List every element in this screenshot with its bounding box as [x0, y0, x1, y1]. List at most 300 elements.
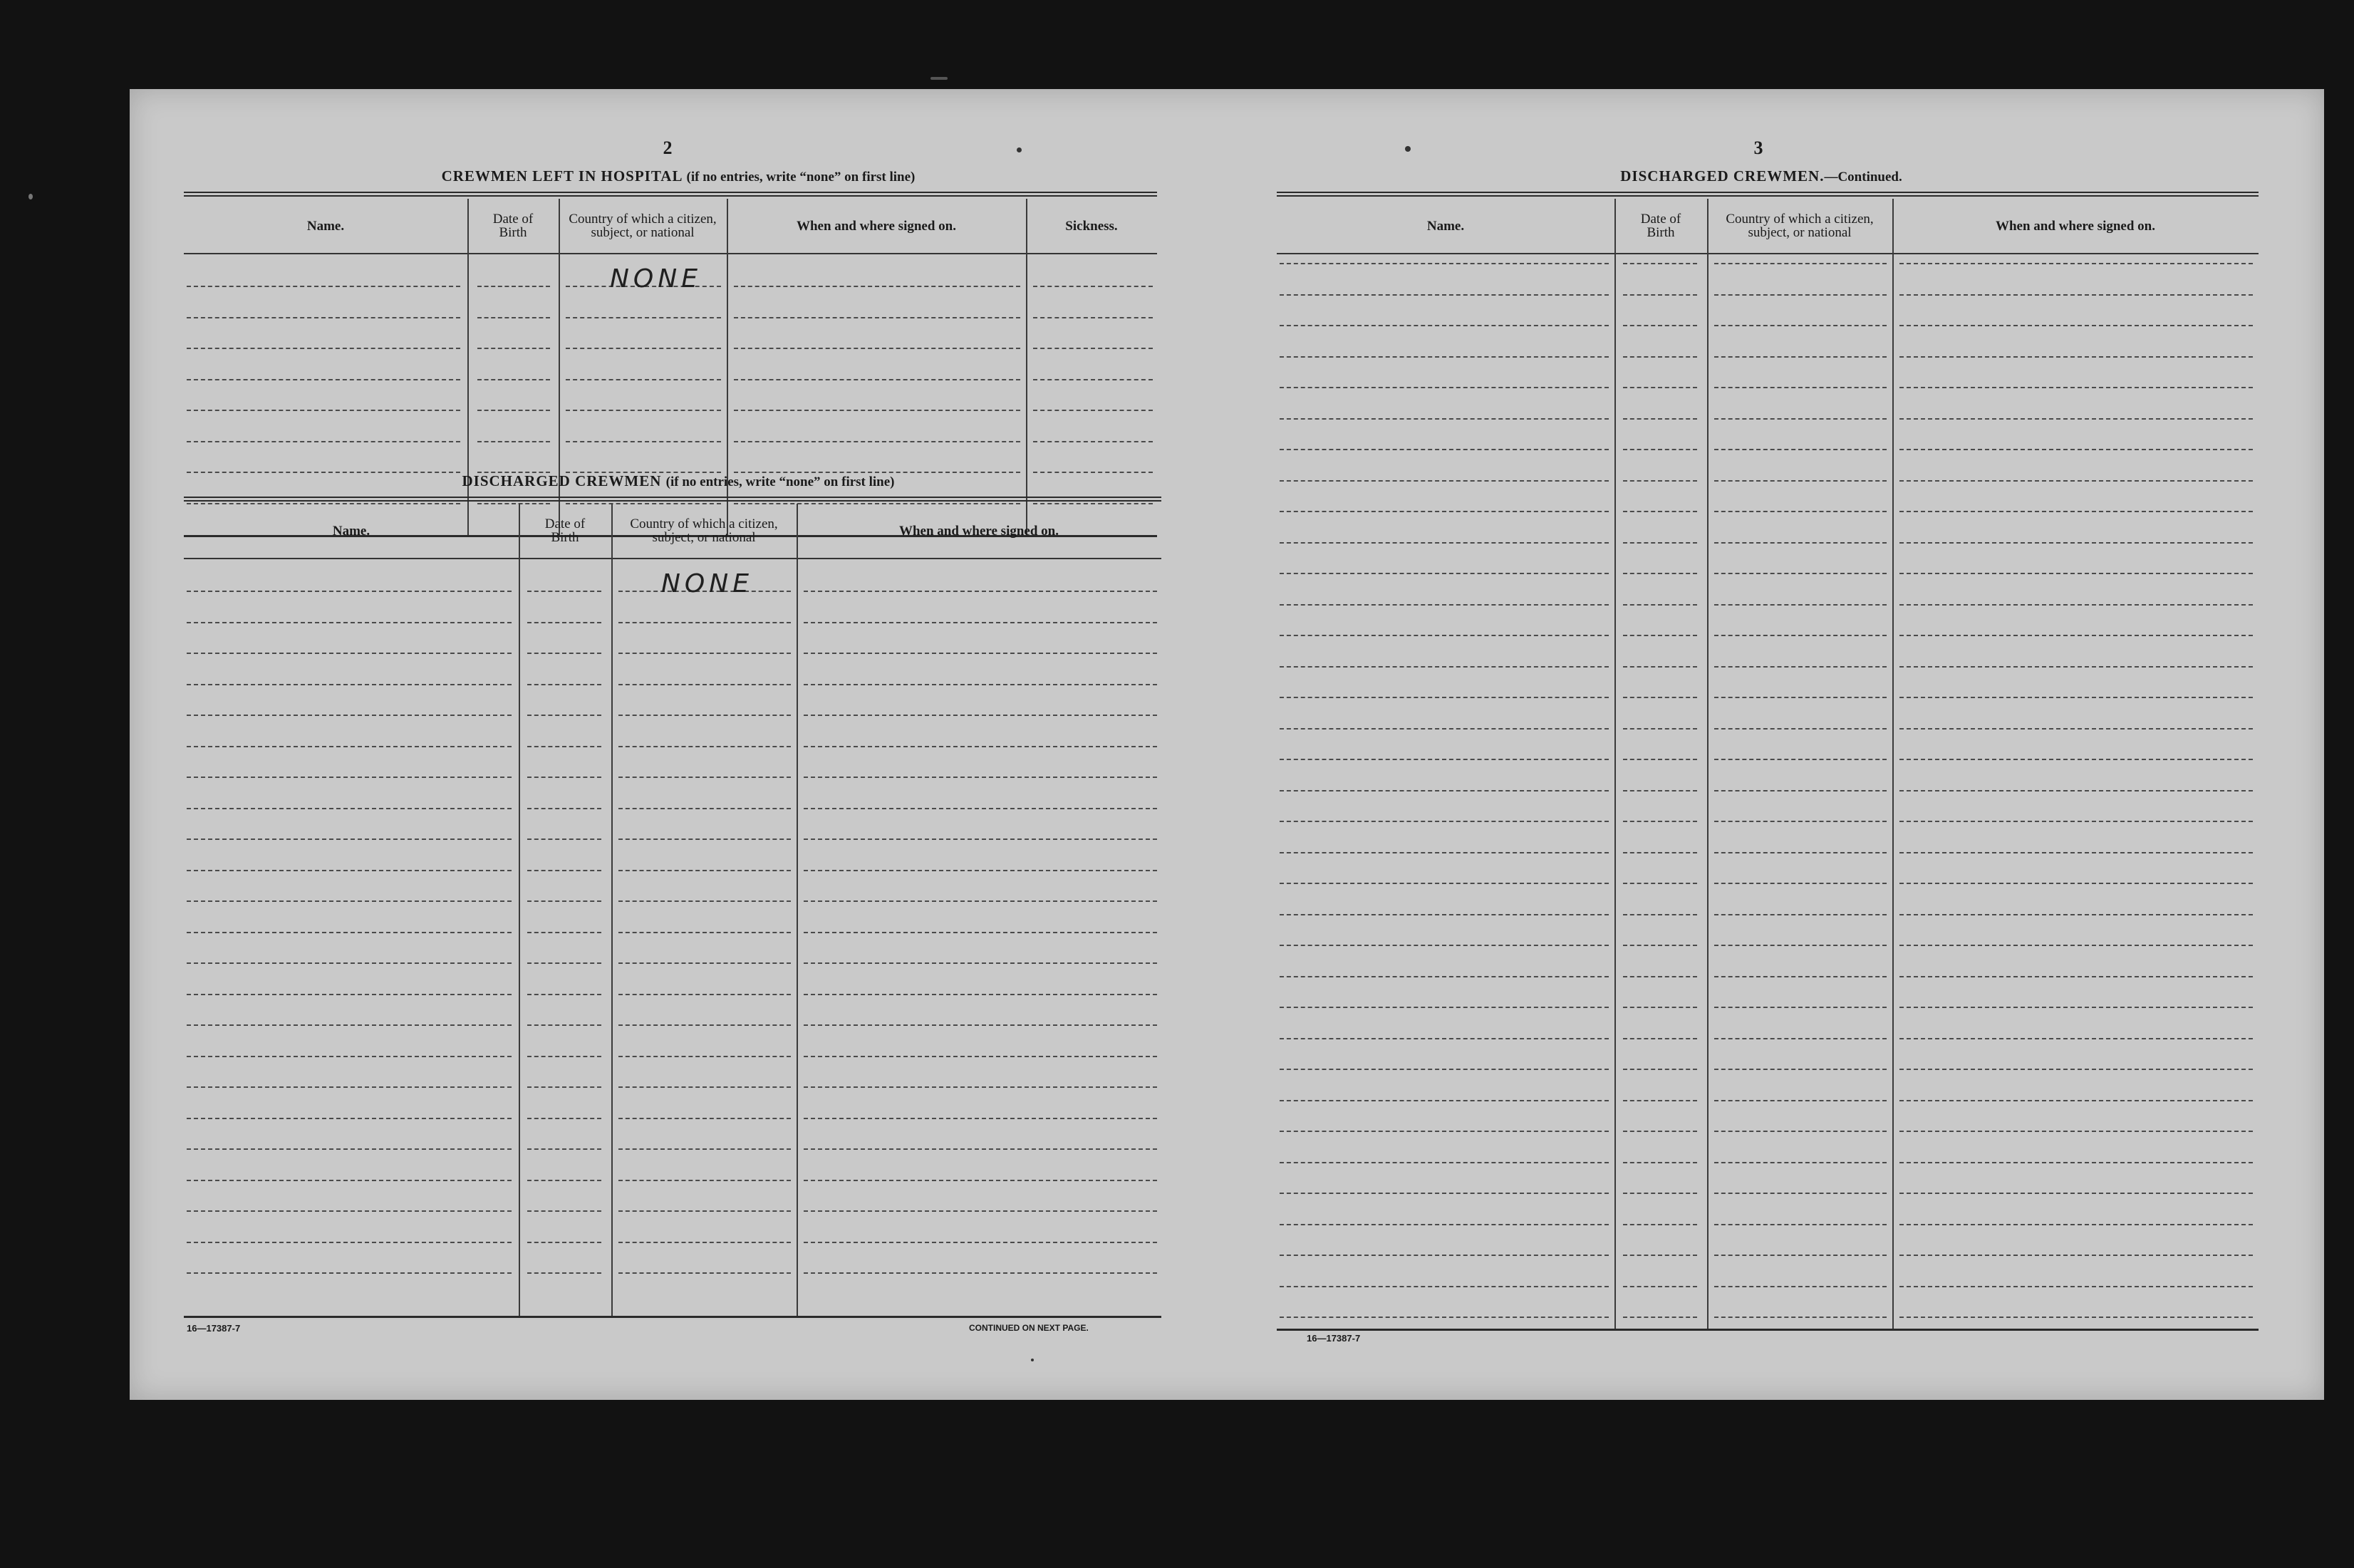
form-row-line	[618, 746, 791, 747]
form-row-line	[187, 746, 512, 747]
form-row-line	[477, 441, 550, 442]
right-col-dob: Date of Birth	[1640, 212, 1681, 240]
form-row-line	[1623, 325, 1697, 326]
form-row-line	[618, 715, 791, 716]
form-row-line	[527, 1118, 601, 1119]
form-row-line	[1899, 790, 2253, 791]
form-row-line	[187, 838, 512, 840]
form-row-line	[1280, 449, 1609, 450]
hospital-title-note: (if no entries, write “none” on first line)	[686, 170, 916, 185]
form-row-line	[1280, 1100, 1609, 1101]
form-row-line	[734, 317, 1020, 318]
form-row-line	[527, 962, 601, 964]
form-row-line	[1714, 883, 1887, 884]
form-row-line	[527, 932, 601, 933]
form-row-line	[1623, 821, 1697, 822]
form-row-line	[1714, 945, 1887, 946]
form-row-line	[804, 715, 1157, 716]
form-row-line	[1899, 1224, 2253, 1225]
form-row-line	[1280, 356, 1609, 358]
form-row-line	[1714, 294, 1887, 296]
form-row-line	[618, 1210, 791, 1212]
form-row-line	[1623, 945, 1697, 946]
form-row-line	[187, 379, 460, 380]
form-row-line	[1280, 945, 1609, 946]
form-row-line	[187, 1024, 512, 1026]
right-page	[1270, 89, 2324, 1400]
form-row-line	[1280, 1131, 1609, 1132]
form-row-line	[187, 808, 512, 809]
form-row-line	[1899, 1131, 2253, 1132]
form-row-line	[804, 962, 1157, 964]
form-row-line	[1714, 1224, 1887, 1225]
form-row-line	[477, 348, 550, 349]
form-row-line	[1280, 1162, 1609, 1163]
form-row-line	[1280, 914, 1609, 915]
form-row-line	[1714, 976, 1887, 977]
form-row-line	[566, 317, 721, 318]
hospital-title-text: CREWMEN LEFT IN HOSPITAL	[441, 167, 683, 185]
form-row-line	[187, 777, 512, 778]
form-row-line	[1899, 1193, 2253, 1194]
form-row-line	[1899, 759, 2253, 760]
right-top-rule	[1277, 192, 2259, 197]
form-row-line	[1714, 759, 1887, 760]
form-row-line	[1714, 728, 1887, 730]
right-divider	[1614, 199, 1616, 1329]
hospital-header-rule	[184, 253, 1157, 254]
form-row-line	[618, 994, 791, 995]
form-row-line	[804, 653, 1157, 654]
form-row-line	[187, 622, 512, 623]
form-row-line	[527, 1056, 601, 1057]
form-row-line	[1280, 542, 1609, 544]
hospital-col-name: Name.	[306, 218, 345, 234]
form-row-line	[1899, 511, 2253, 512]
form-row-line	[618, 870, 791, 871]
discharged-top-rule	[184, 497, 1161, 502]
form-row-line	[527, 1024, 601, 1026]
form-row-line	[1623, 511, 1697, 512]
form-row-line	[618, 838, 791, 840]
form-row-line	[1714, 635, 1887, 636]
form-row-line	[187, 1272, 512, 1274]
form-row-line	[1623, 449, 1697, 450]
form-row-line	[1899, 728, 2253, 730]
form-row-line	[1623, 697, 1697, 698]
form-row-line	[187, 1086, 512, 1088]
form-row-line	[527, 808, 601, 809]
right-divider	[1892, 199, 1894, 1329]
discharged-col-dob: Date of Birth	[544, 516, 586, 545]
form-row-line	[187, 932, 512, 933]
form-row-line	[1280, 666, 1609, 668]
form-row-line	[1280, 418, 1609, 420]
form-row-line	[618, 777, 791, 778]
form-row-line	[1623, 480, 1697, 482]
form-row-line	[1033, 410, 1153, 411]
form-row-line	[1899, 1162, 2253, 1163]
form-row-line	[1280, 387, 1609, 388]
form-row-line	[1623, 1317, 1697, 1318]
discharged-divider	[611, 504, 613, 1316]
form-row-line	[1623, 666, 1697, 668]
form-row-line	[804, 622, 1157, 623]
right-discharged-table	[1277, 199, 2259, 1330]
form-row-line	[527, 622, 601, 623]
form-row-line	[618, 1148, 791, 1150]
form-row-line	[1280, 1069, 1609, 1070]
form-row-line	[1899, 1038, 2253, 1039]
form-row-line	[804, 1148, 1157, 1150]
discharged-col-signed: When and where signed on.	[898, 523, 1059, 539]
form-row-line	[1899, 883, 2253, 884]
form-row-line	[804, 1056, 1157, 1057]
form-row-line	[187, 653, 512, 654]
form-row-line	[566, 410, 721, 411]
form-row-line	[527, 746, 601, 747]
form-row-line	[1899, 356, 2253, 358]
form-row-line	[1714, 1193, 1887, 1194]
form-row-line	[804, 1118, 1157, 1119]
form-row-line	[1714, 573, 1887, 574]
discharged-title-text: DISCHARGED CREWMEN	[462, 472, 662, 489]
form-row-line	[1714, 604, 1887, 606]
discharged-bottom-rule	[184, 1316, 1161, 1318]
form-row-line	[1623, 418, 1697, 420]
document-sheet	[130, 89, 2324, 1400]
form-row-line	[527, 591, 601, 592]
form-row-line	[1714, 1317, 1887, 1318]
form-row-line	[1899, 666, 2253, 668]
form-row-line	[1280, 728, 1609, 730]
form-row-line	[1623, 1038, 1697, 1039]
form-row-line	[1714, 697, 1887, 698]
right-section-title	[1270, 167, 2253, 185]
form-row-line	[618, 1056, 791, 1057]
form-row-line	[734, 441, 1020, 442]
hospital-col-signed: When and where signed on.	[796, 218, 956, 234]
form-row-line	[1280, 790, 1609, 791]
form-row-line	[1714, 356, 1887, 358]
form-row-line	[1899, 914, 2253, 915]
form-row-line	[187, 1242, 512, 1243]
scan-speck	[930, 77, 948, 80]
form-row-line	[1714, 325, 1887, 326]
form-row-line	[477, 410, 550, 411]
hospital-col-sickness: Sickness.	[1065, 218, 1118, 234]
form-row-line	[187, 317, 460, 318]
right-col-name: Name.	[1426, 218, 1465, 234]
form-row-line	[1714, 914, 1887, 915]
form-row-line	[804, 932, 1157, 933]
form-row-line	[477, 286, 550, 287]
form-row-line	[618, 684, 791, 685]
form-row-line	[804, 591, 1157, 592]
form-row-line	[527, 684, 601, 685]
form-row-line	[187, 1148, 512, 1150]
form-row-line	[1899, 1317, 2253, 1318]
form-row-line	[804, 1024, 1157, 1026]
discharged-divider	[797, 504, 798, 1316]
form-row-line	[527, 838, 601, 840]
form-row-line	[1280, 1007, 1609, 1008]
form-row-line	[527, 1180, 601, 1181]
form-row-line	[804, 1272, 1157, 1274]
form-row-line	[1714, 821, 1887, 822]
form-row-line	[1623, 1224, 1697, 1225]
form-row-line	[618, 1024, 791, 1026]
form-row-line	[1623, 542, 1697, 544]
form-row-line	[187, 348, 460, 349]
form-row-line	[618, 1180, 791, 1181]
form-row-line	[527, 1272, 601, 1274]
form-row-line	[1623, 635, 1697, 636]
discharged-col-country: Country of which a citizen, subject, or national	[630, 516, 778, 545]
form-row-line	[1623, 790, 1697, 791]
discharged-section-title	[187, 472, 1170, 490]
form-row-line	[1623, 1131, 1697, 1132]
form-row-line	[804, 746, 1157, 747]
form-row-line	[1623, 728, 1697, 730]
form-row-line	[1714, 1007, 1887, 1008]
form-row-line	[1033, 317, 1153, 318]
right-header-rule	[1277, 253, 2259, 254]
form-row-line	[187, 900, 512, 902]
form-row-line	[1280, 852, 1609, 853]
form-row-line	[734, 348, 1020, 349]
form-row-line	[1899, 1007, 2253, 1008]
form-row-line	[527, 1086, 601, 1088]
form-row-line	[1899, 449, 2253, 450]
form-row-line	[1899, 387, 2253, 388]
form-row-line	[1714, 1100, 1887, 1101]
form-row-line	[1280, 1193, 1609, 1194]
form-row-line	[1899, 542, 2253, 544]
form-row-line	[1280, 821, 1609, 822]
form-row-line	[734, 286, 1020, 287]
discharged-table	[184, 504, 1161, 1319]
form-row-line	[1623, 1193, 1697, 1194]
form-row-line	[1280, 883, 1609, 884]
form-row-line	[1623, 759, 1697, 760]
form-row-line	[1280, 573, 1609, 574]
form-row-line	[187, 591, 512, 592]
form-number-left: 16—17387-7	[187, 1323, 241, 1334]
form-row-line	[804, 777, 1157, 778]
right-divider	[1707, 199, 1709, 1329]
form-row-line	[1623, 883, 1697, 884]
form-row-line	[1899, 1255, 2253, 1256]
form-row-line	[804, 1180, 1157, 1181]
form-row-line	[1623, 573, 1697, 574]
form-row-line	[1280, 1224, 1609, 1225]
form-row-line	[1623, 1007, 1697, 1008]
form-row-line	[527, 1242, 601, 1243]
form-row-line	[1714, 1255, 1887, 1256]
form-row-line	[1899, 852, 2253, 853]
form-row-line	[804, 684, 1157, 685]
form-row-line	[527, 715, 601, 716]
discharged-header-rule	[184, 558, 1161, 559]
form-row-line	[618, 622, 791, 623]
form-row-line	[1280, 635, 1609, 636]
form-row-line	[1033, 441, 1153, 442]
form-row-line	[527, 1148, 601, 1150]
scan-speck	[1017, 147, 1022, 152]
form-row-line	[1714, 790, 1887, 791]
form-row-line	[1623, 294, 1697, 296]
form-row-line	[1280, 480, 1609, 482]
form-row-line	[187, 1056, 512, 1057]
form-row-line	[1899, 635, 2253, 636]
right-title-text: DISCHARGED CREWMEN.	[1620, 167, 1825, 185]
form-row-line	[1033, 348, 1153, 349]
form-row-line	[187, 441, 460, 442]
form-row-line	[1033, 379, 1153, 380]
form-row-line	[1623, 1069, 1697, 1070]
form-row-line	[477, 317, 550, 318]
page-number-left: 2	[663, 137, 673, 158]
form-row-line	[527, 653, 601, 654]
form-row-line	[618, 1118, 791, 1119]
form-row-line	[1623, 263, 1697, 264]
form-row-line	[187, 1180, 512, 1181]
hospital-col-dob: Date of Birth	[492, 212, 534, 240]
form-row-line	[1899, 325, 2253, 326]
form-row-line	[1280, 325, 1609, 326]
form-row-line	[1714, 1286, 1887, 1287]
form-row-line	[527, 870, 601, 871]
scan-speck	[1031, 1359, 1034, 1361]
form-row-line	[1280, 1038, 1609, 1039]
form-row-line	[1623, 976, 1697, 977]
form-row-line	[1714, 449, 1887, 450]
scan-speck	[1405, 146, 1411, 152]
form-row-line	[1280, 976, 1609, 977]
form-row-line	[527, 777, 601, 778]
form-row-line	[1899, 480, 2253, 482]
form-row-line	[1899, 976, 2253, 977]
form-row-line	[804, 1210, 1157, 1212]
form-row-line	[618, 653, 791, 654]
form-row-line	[1899, 604, 2253, 606]
form-row-line	[1714, 387, 1887, 388]
form-row-line	[1899, 1100, 2253, 1101]
left-page	[130, 89, 1198, 1400]
form-row-line	[1714, 511, 1887, 512]
form-row-line	[1714, 1162, 1887, 1163]
form-row-line	[1899, 1069, 2253, 1070]
form-row-line	[527, 1210, 601, 1212]
form-row-line	[1280, 294, 1609, 296]
form-row-line	[187, 715, 512, 716]
right-bottom-rule	[1277, 1329, 2259, 1331]
hospital-col-country: Country of which a citizen, subject, or national	[569, 212, 717, 240]
form-row-line	[187, 684, 512, 685]
form-row-line	[566, 348, 721, 349]
form-row-line	[1623, 604, 1697, 606]
form-row-line	[618, 962, 791, 964]
form-row-line	[734, 379, 1020, 380]
form-row-line	[1623, 1162, 1697, 1163]
form-row-line	[1280, 1255, 1609, 1256]
hospital-handwritten-entry: NONE	[610, 264, 702, 294]
form-row-line	[804, 1242, 1157, 1243]
form-row-line	[804, 838, 1157, 840]
form-row-line	[804, 900, 1157, 902]
right-col-signed: When and where signed on.	[1995, 218, 2155, 234]
form-row-line	[618, 1272, 791, 1274]
form-row-line	[187, 1118, 512, 1119]
form-row-line	[1280, 1286, 1609, 1287]
hospital-top-rule	[184, 192, 1157, 197]
form-row-line	[618, 1086, 791, 1088]
form-row-line	[477, 379, 550, 380]
form-row-line	[1280, 604, 1609, 606]
form-row-line	[804, 808, 1157, 809]
form-row-line	[1899, 821, 2253, 822]
form-row-line	[566, 441, 721, 442]
form-row-line	[1899, 418, 2253, 420]
form-row-line	[1899, 1286, 2253, 1287]
form-row-line	[618, 900, 791, 902]
form-row-line	[1033, 286, 1153, 287]
form-row-line	[1899, 263, 2253, 264]
form-row-line	[1623, 387, 1697, 388]
discharged-handwritten-entry: NONE	[661, 569, 753, 598]
form-number-right: 16—17387-7	[1307, 1333, 1361, 1344]
right-col-country: Country of which a citizen, subject, or national	[1726, 212, 1874, 240]
form-row-line	[1899, 573, 2253, 574]
right-title-suffix: —Continued.	[1824, 170, 1902, 185]
form-row-line	[1623, 1255, 1697, 1256]
form-row-line	[1714, 666, 1887, 668]
form-row-line	[527, 900, 601, 902]
form-row-line	[187, 994, 512, 995]
form-row-line	[187, 410, 460, 411]
form-row-line	[734, 410, 1020, 411]
form-row-line	[566, 379, 721, 380]
form-row-line	[1280, 511, 1609, 512]
form-row-line	[618, 932, 791, 933]
form-row-line	[618, 1242, 791, 1243]
form-row-line	[187, 962, 512, 964]
form-row-line	[1714, 263, 1887, 264]
form-row-line	[187, 286, 460, 287]
hospital-section-title	[187, 167, 1170, 185]
discharged-title-note: (if no entries, write “none” on first line)	[665, 474, 895, 489]
form-row-line	[1714, 852, 1887, 853]
continued-note: CONTINUED ON NEXT PAGE.	[969, 1323, 1089, 1333]
form-row-line	[1714, 542, 1887, 544]
form-row-line	[1714, 480, 1887, 482]
discharged-divider	[519, 504, 520, 1316]
form-row-line	[1280, 263, 1609, 264]
form-row-line	[527, 994, 601, 995]
form-row-line	[187, 870, 512, 871]
form-row-line	[1623, 852, 1697, 853]
form-row-line	[1623, 1286, 1697, 1287]
form-row-line	[1714, 418, 1887, 420]
form-row-line	[1623, 1100, 1697, 1101]
form-row-line	[804, 870, 1157, 871]
form-row-line	[1280, 1317, 1609, 1318]
form-row-line	[1714, 1038, 1887, 1039]
discharged-col-name: Name.	[332, 523, 370, 539]
page-number-right: 3	[1753, 137, 1763, 158]
form-row-line	[187, 1210, 512, 1212]
